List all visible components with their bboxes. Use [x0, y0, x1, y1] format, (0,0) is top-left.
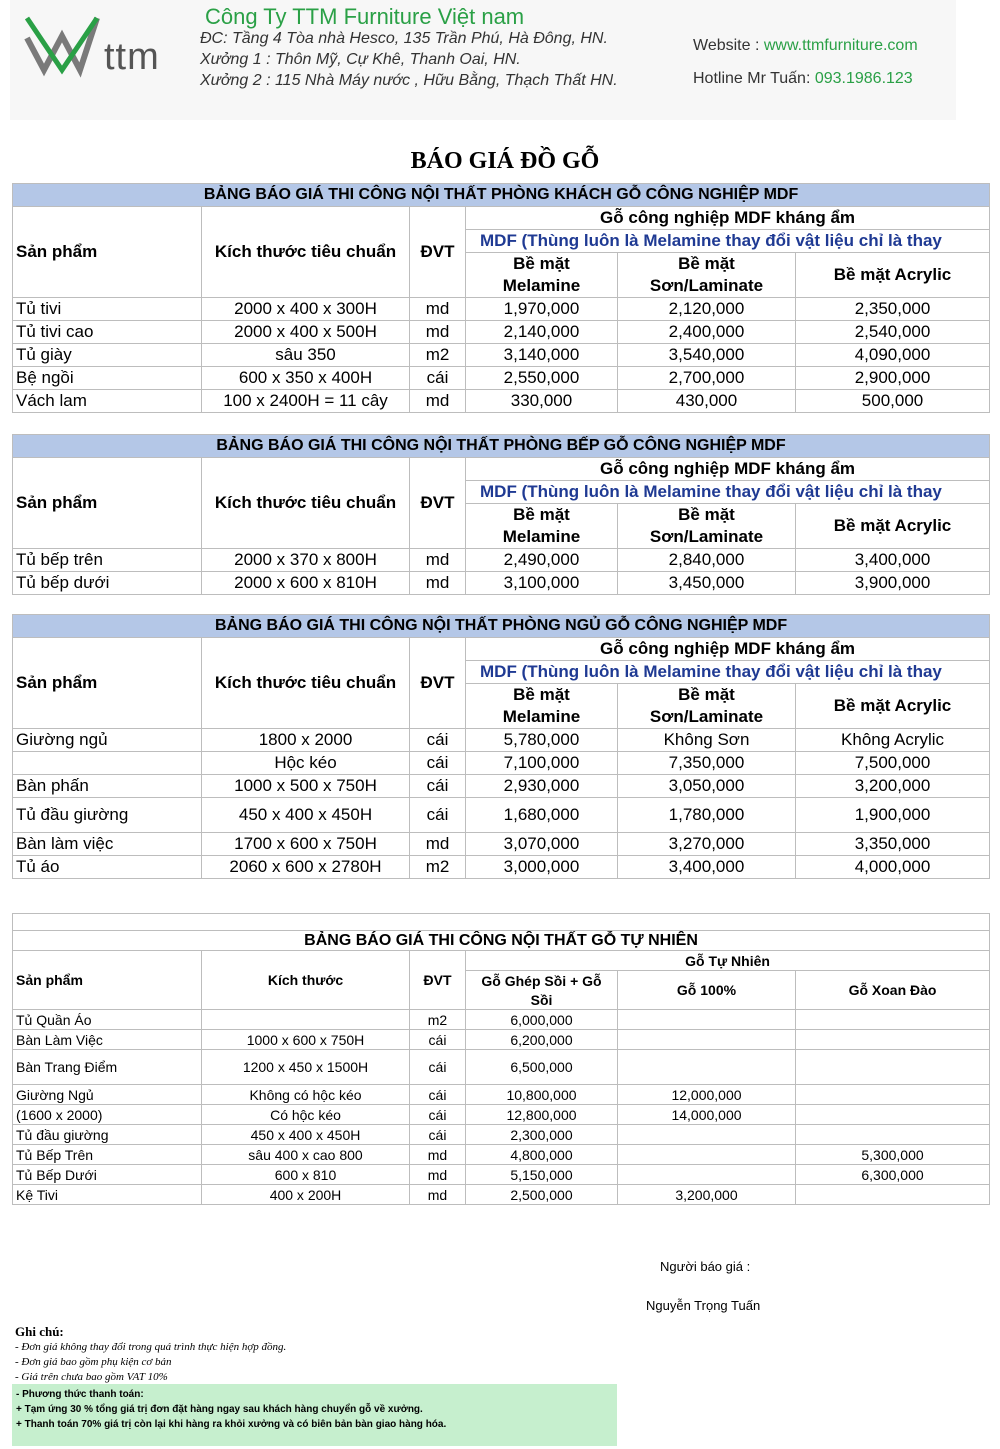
price: 2,700,000: [618, 367, 796, 390]
col-oak-joined: Gỗ Ghép Sồi + Gỗ: [466, 971, 618, 991]
product-size: 1800 x 2000: [202, 729, 410, 752]
product-size: 450 x 400 x 450H: [202, 798, 410, 833]
col-melamine: Melamine: [466, 706, 618, 729]
table-heading-row: [13, 615, 990, 638]
table-row: [13, 856, 990, 879]
payment-line: + Tạm ứng 30 % tổng giá trị đơn đặt hàng ngay sau khách hàng chuyển gỗ về xưởng.: [16, 1404, 423, 1415]
header-row: [13, 207, 990, 230]
price: 2,400,000: [618, 321, 796, 344]
price: 5,300,000: [796, 1145, 990, 1165]
price: [796, 1105, 990, 1125]
product-name: Tủ tivi: [13, 298, 202, 321]
price: 3,000,000: [466, 856, 618, 879]
col-product: Sản phẩm: [13, 638, 202, 729]
price: 5,780,000: [466, 729, 618, 752]
product-unit: cái: [410, 367, 466, 390]
product-unit: cái: [410, 1030, 466, 1050]
price: 12,800,000: [466, 1105, 618, 1125]
product-size: 1000 x 600 x 750H: [202, 1030, 410, 1050]
product-unit: md: [410, 390, 466, 413]
blank-row: [13, 914, 990, 931]
price: [618, 1125, 796, 1145]
price: 3,540,000: [618, 344, 796, 367]
product-size: Không có hộc kéo: [202, 1085, 410, 1105]
payment-line: + Thanh toán 70% giá trị còn lại khi hàng ra khỏi xưởng và có biên bản bàn giao hàng hóa.: [16, 1419, 447, 1430]
product-name: Tủ bếp trên: [13, 549, 202, 572]
price: 4,000,000: [796, 856, 990, 879]
col-melamine: Melamine: [466, 526, 618, 549]
website[interactable]: Website : www.ttmfurniture.com: [693, 37, 918, 54]
price: Không Sơn: [618, 729, 796, 752]
price: 6,300,000: [796, 1165, 990, 1185]
col-product: Sản phẩm: [13, 458, 202, 549]
t2-price-table: [12, 434, 990, 595]
product-name: Kệ Tivi: [13, 1185, 202, 1205]
price: 4,800,000: [466, 1145, 618, 1165]
workshop-1: Xưởng 1 : Thôn Mỹ, Cự Khê, Thanh Oai, HN.: [200, 51, 521, 68]
price: 3,200,000: [796, 775, 990, 798]
price: [796, 1030, 990, 1050]
price: 3,900,000: [796, 572, 990, 595]
table-row: [13, 344, 990, 367]
price: 3,050,000: [618, 775, 796, 798]
natural-wood-price-table: [12, 913, 990, 1205]
price: 1,680,000: [466, 798, 618, 833]
col-acrylic: Bề mặt Acrylic: [796, 253, 990, 298]
product-size: 1700 x 600 x 750H: [202, 833, 410, 856]
product-unit: md: [410, 1165, 466, 1185]
col-xoan-dao: Gỗ Xoan Đào: [796, 971, 990, 1010]
product-unit: cái: [410, 1105, 466, 1125]
price: [796, 1125, 990, 1145]
price: [796, 1085, 990, 1105]
col-laminate: Bề mặt: [618, 684, 796, 707]
table-row: [13, 775, 990, 798]
price: Không Acrylic: [796, 729, 990, 752]
price: [796, 1050, 990, 1085]
price: 3,140,000: [466, 344, 618, 367]
table-row: [13, 833, 990, 856]
product-name: (1600 x 2000): [13, 1105, 202, 1125]
table-row: [13, 729, 990, 752]
table-row: [13, 1010, 990, 1030]
table-row: [13, 1105, 990, 1125]
product-name: Tủ áo: [13, 856, 202, 879]
col-melamine: Bề mặt: [466, 684, 618, 707]
company-name: Công Ty TTM Furniture Việt nam: [205, 4, 525, 29]
price: 7,100,000: [466, 752, 618, 775]
product-name: Tủ Quần Áo: [13, 1010, 202, 1030]
table-row: [13, 367, 990, 390]
product-unit: md: [410, 1185, 466, 1205]
note-line: - Giá trên chưa bao gồm VAT 10%: [15, 1371, 168, 1383]
page-title: BÁO GIÁ ĐỒ GỖ: [410, 148, 600, 174]
product-name: Tủ đầu giường: [13, 798, 202, 833]
col-melamine: Bề mặt: [466, 504, 618, 527]
price: 2,350,000: [796, 298, 990, 321]
product-size: 600 x 810: [202, 1165, 410, 1185]
col-size: Kích thước tiêu chuẩn: [202, 458, 410, 549]
price: 330,000: [466, 390, 618, 413]
product-size: sâu 350: [202, 344, 410, 367]
product-name: [13, 752, 202, 775]
product-size: 400 x 200H: [202, 1185, 410, 1205]
table-row: [13, 321, 990, 344]
product-name: Tủ đầu giường: [13, 1125, 202, 1145]
col-solid: Gỗ 100%: [618, 971, 796, 1010]
product-unit: cái: [410, 752, 466, 775]
price: 1,900,000: [796, 798, 990, 833]
col-group-note: MDF (Thùng luôn là Melamine thay đổi vật liệu chỉ là thay: [466, 481, 990, 504]
table-row: [13, 390, 990, 413]
product-name: Vách lam: [13, 390, 202, 413]
product-name: Bàn phấn: [13, 775, 202, 798]
table-row: [13, 572, 990, 595]
price: 430,000: [618, 390, 796, 413]
table-row: [13, 752, 990, 775]
col-group: Gỗ công nghiệp MDF kháng ẩm: [466, 207, 990, 230]
price: 1,970,000: [466, 298, 618, 321]
table-heading-row: [13, 184, 990, 207]
table-row: [13, 1050, 990, 1085]
t1-price-table: [12, 183, 990, 413]
ttm-logo: [22, 8, 187, 78]
company-address: ĐC: Tầng 4 Tòa nhà Hesco, 135 Trần Phú, Hà Đông, HN.: [200, 30, 608, 47]
col-unit: ĐVT: [410, 458, 466, 549]
price: 2,900,000: [796, 367, 990, 390]
product-size: 1000 x 500 x 750H: [202, 775, 410, 798]
col-group-note: MDF (Thùng luôn là Melamine thay đổi vật liệu chỉ là thay: [466, 230, 990, 253]
product-name: Bàn Trang Điểm: [13, 1050, 202, 1085]
table-heading-row: [13, 914, 990, 931]
signature-name: Nguyễn Trọng Tuấn: [646, 1298, 761, 1313]
price: 2,840,000: [618, 549, 796, 572]
payment-heading: - Phương thức thanh toán:: [16, 1389, 144, 1400]
price: 3,270,000: [618, 833, 796, 856]
product-name: Tủ bếp dưới: [13, 572, 202, 595]
price: [618, 1050, 796, 1085]
note-line: - Đơn giá không thay đổi trong quá trình thực hiện hợp đồng.: [15, 1341, 287, 1353]
col-size: Kích thước tiêu chuẩn: [202, 638, 410, 729]
product-name: Tủ Bếp Trên: [13, 1145, 202, 1165]
table-heading-row: [13, 931, 990, 951]
note-line: - Đơn giá bao gồm phụ kiện cơ bản: [15, 1356, 172, 1368]
product-unit: cái: [410, 1085, 466, 1105]
product-unit: cái: [410, 798, 466, 833]
price: [618, 1145, 796, 1165]
table-row: [13, 549, 990, 572]
price: 2,500,000: [466, 1185, 618, 1205]
price: [796, 1010, 990, 1030]
product-size: 100 x 2400H = 11 cây: [202, 390, 410, 413]
col-group: Gỗ Tự Nhiên: [466, 951, 990, 971]
product-unit: md: [410, 549, 466, 572]
price: 3,450,000: [618, 572, 796, 595]
col-unit: ĐVT: [410, 207, 466, 298]
price: 2,930,000: [466, 775, 618, 798]
col-melamine: Bề mặt: [466, 253, 618, 276]
price: 1,780,000: [618, 798, 796, 833]
product-size: 2000 x 370 x 800H: [202, 549, 410, 572]
price: 3,100,000: [466, 572, 618, 595]
price: 3,200,000: [618, 1185, 796, 1205]
table-row: [13, 1125, 990, 1145]
price: 7,500,000: [796, 752, 990, 775]
product-size: Hộc kéo: [202, 752, 410, 775]
product-size: Có hộc kéo: [202, 1105, 410, 1125]
price: 12,000,000: [618, 1085, 796, 1105]
col-laminate: Bề mặt: [618, 504, 796, 527]
product-size: 450 x 400 x 450H: [202, 1125, 410, 1145]
price: 6,000,000: [466, 1010, 618, 1030]
col-acrylic: Bề mặt Acrylic: [796, 504, 990, 549]
table-heading: BẢNG BÁO GIÁ THI CÔNG NỘI THẤT PHÒNG BẾP GỖ CÔNG NGHIỆP MDF: [13, 435, 990, 458]
col-laminate: Sơn/Laminate: [618, 526, 796, 549]
price: 2,550,000: [466, 367, 618, 390]
table-heading: BẢNG BÁO GIÁ THI CÔNG NỘI THẤT GỖ TỰ NHIÊN: [13, 931, 990, 951]
col-group: Gỗ công nghiệp MDF kháng ẩm: [466, 638, 990, 661]
price: 2,120,000: [618, 298, 796, 321]
table-heading: BẢNG BÁO GIÁ THI CÔNG NỘI THẤT PHÒNG NGỦ GỖ CÔNG NGHIỆP MDF: [13, 615, 990, 638]
price: 3,350,000: [796, 833, 990, 856]
col-melamine: Melamine: [466, 275, 618, 298]
signature-label: Người báo giá :: [660, 1259, 751, 1274]
col-unit: ĐVT: [410, 951, 466, 1010]
product-name: Tủ giày: [13, 344, 202, 367]
col-product: Sản phẩm: [13, 951, 202, 1010]
product-size: 2000 x 600 x 810H: [202, 572, 410, 595]
price: [796, 1185, 990, 1205]
table-row: [13, 1185, 990, 1205]
header-row: [13, 458, 990, 481]
price: 14,000,000: [618, 1105, 796, 1125]
product-size: 2060 x 600 x 2780H: [202, 856, 410, 879]
col-group: Gỗ công nghiệp MDF kháng ẩm: [466, 458, 990, 481]
product-name: Bàn Làm Việc: [13, 1030, 202, 1050]
price: 2,140,000: [466, 321, 618, 344]
col-group-note: MDF (Thùng luôn là Melamine thay đổi vật liệu chỉ là thay: [466, 661, 990, 684]
col-product: Sản phẩm: [13, 207, 202, 298]
product-name: Bàn làm việc: [13, 833, 202, 856]
price: 2,540,000: [796, 321, 990, 344]
product-unit: md: [410, 298, 466, 321]
table-row: [13, 1085, 990, 1105]
table-heading: BẢNG BÁO GIÁ THI CÔNG NỘI THẤT PHÒNG KHÁCH GỖ CÔNG NGHIỆP MDF: [13, 184, 990, 207]
price: 6,500,000: [466, 1050, 618, 1085]
hotline: Hotline Mr Tuấn: 093.1986.123: [693, 70, 913, 87]
table-row: [13, 798, 990, 833]
product-unit: md: [410, 833, 466, 856]
table-row: [13, 298, 990, 321]
price: 10,800,000: [466, 1085, 618, 1105]
product-unit: m2: [410, 1010, 466, 1030]
product-size: 2000 x 400 x 300H: [202, 298, 410, 321]
product-name: Tủ Bếp Dưới: [13, 1165, 202, 1185]
price: 3,400,000: [796, 549, 990, 572]
product-name: Bệ ngồi: [13, 367, 202, 390]
workshop-2: Xưởng 2 : 115 Nhà Máy nước , Hữu Bằng, Thạch Thất HN.: [200, 72, 618, 89]
product-size: [202, 1010, 410, 1030]
product-unit: md: [410, 572, 466, 595]
price: 2,300,000: [466, 1125, 618, 1145]
product-unit: m2: [410, 856, 466, 879]
notes: [15, 1324, 286, 1385]
notes-heading: Ghi chú:: [15, 1324, 64, 1339]
price: 5,150,000: [466, 1165, 618, 1185]
price: 3,070,000: [466, 833, 618, 856]
product-size: sâu 400 x cao 800: [202, 1145, 410, 1165]
col-unit: ĐVT: [410, 638, 466, 729]
col-acrylic: Bề mặt Acrylic: [796, 684, 990, 729]
table-heading-row: [13, 435, 990, 458]
product-unit: cái: [410, 1050, 466, 1085]
table-row: [13, 1165, 990, 1185]
price: 7,350,000: [618, 752, 796, 775]
col-oak-joined: Sồi: [466, 990, 618, 1010]
product-name: Tủ tivi cao: [13, 321, 202, 344]
product-unit: m2: [410, 344, 466, 367]
product-unit: cái: [410, 729, 466, 752]
price: 500,000: [796, 390, 990, 413]
product-name: Giường ngủ: [13, 729, 202, 752]
price: 4,090,000: [796, 344, 990, 367]
header-row: [13, 951, 990, 971]
t3-price-table: [12, 614, 990, 879]
product-size: 1200 x 450 x 1500H: [202, 1050, 410, 1085]
product-size: 2000 x 400 x 500H: [202, 321, 410, 344]
price: 2,490,000: [466, 549, 618, 572]
col-laminate: Sơn/Laminate: [618, 706, 796, 729]
col-size: Kích thước: [202, 951, 410, 1010]
product-unit: cái: [410, 1125, 466, 1145]
product-size: 600 x 350 x 400H: [202, 367, 410, 390]
logo-brand-text: ttm: [104, 36, 160, 78]
product-name: Giường Ngủ: [13, 1085, 202, 1105]
price: [618, 1030, 796, 1050]
product-unit: md: [410, 1145, 466, 1165]
header-row: [13, 638, 990, 661]
table-row: [13, 1145, 990, 1165]
col-laminate: Bề mặt: [618, 253, 796, 276]
price: [618, 1165, 796, 1185]
product-unit: md: [410, 321, 466, 344]
table-row: [13, 1030, 990, 1050]
payment-terms: [12, 1384, 617, 1446]
product-unit: cái: [410, 775, 466, 798]
col-size: Kích thước tiêu chuẩn: [202, 207, 410, 298]
col-laminate: Sơn/Laminate: [618, 275, 796, 298]
price: 6,200,000: [466, 1030, 618, 1050]
letterhead: [10, 0, 956, 120]
price: [618, 1010, 796, 1030]
price: 3,400,000: [618, 856, 796, 879]
